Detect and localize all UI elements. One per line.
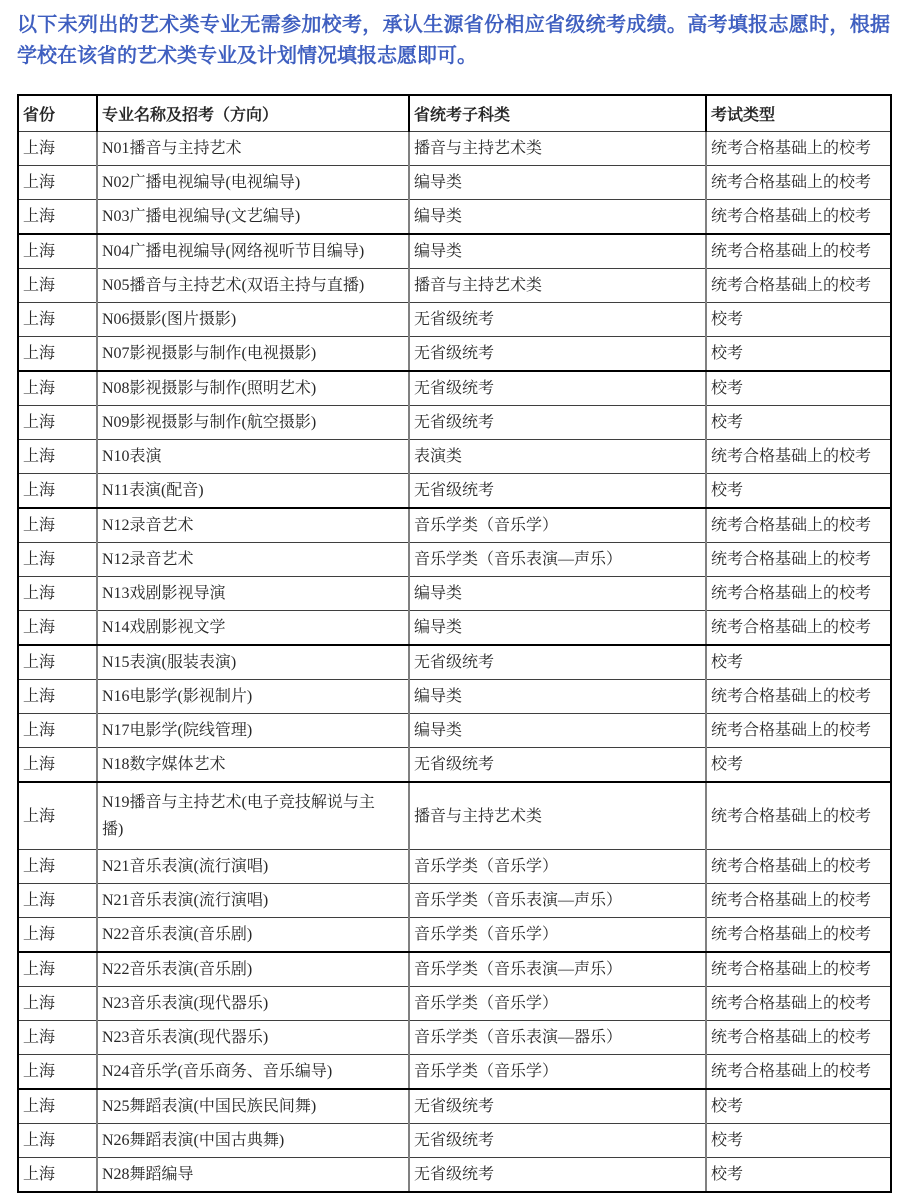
cell-major: N07影视摄影与制作(电视摄影)	[97, 337, 409, 372]
table-row	[18, 440, 891, 474]
table-row	[18, 645, 891, 680]
cell-exam-type: 校考	[706, 748, 891, 783]
table-row	[18, 1158, 891, 1193]
table-row	[18, 132, 891, 166]
cell-subcategory: 音乐学类（音乐学）	[409, 987, 706, 1021]
table-row	[18, 200, 891, 235]
table-row	[18, 406, 891, 440]
cell-exam-type: 校考	[706, 303, 891, 337]
cell-exam-type: 统考合格基础上的校考	[706, 1055, 891, 1090]
cell-subcategory: 无省级统考	[409, 1124, 706, 1158]
cell-exam-type: 统考合格基础上的校考	[706, 543, 891, 577]
cell-major: N11表演(配音)	[97, 474, 409, 509]
cell-major: N28舞蹈编导	[97, 1158, 409, 1193]
exam-table	[17, 94, 892, 1193]
cell-province: 上海	[18, 987, 97, 1021]
cell-exam-type: 统考合格基础上的校考	[706, 132, 891, 166]
cell-major: N08影视摄影与制作(照明艺术)	[97, 371, 409, 406]
cell-exam-type: 统考合格基础上的校考	[706, 611, 891, 646]
cell-province: 上海	[18, 200, 97, 235]
cell-exam-type: 校考	[706, 406, 891, 440]
cell-exam-type: 统考合格基础上的校考	[706, 1021, 891, 1055]
table-row	[18, 234, 891, 269]
cell-exam-type: 统考合格基础上的校考	[706, 680, 891, 714]
cell-major: N13戏剧影视导演	[97, 577, 409, 611]
cell-province: 上海	[18, 166, 97, 200]
cell-major: N09影视摄影与制作(航空摄影)	[97, 406, 409, 440]
cell-province: 上海	[18, 884, 97, 918]
table-row	[18, 166, 891, 200]
cell-subcategory: 音乐学类（音乐表演—声乐）	[409, 952, 706, 987]
cell-exam-type: 统考合格基础上的校考	[706, 952, 891, 987]
cell-province: 上海	[18, 234, 97, 269]
cell-province: 上海	[18, 1055, 97, 1090]
cell-subcategory: 编导类	[409, 166, 706, 200]
cell-subcategory: 编导类	[409, 611, 706, 646]
cell-major: N16电影学(影视制片)	[97, 680, 409, 714]
cell-subcategory: 无省级统考	[409, 337, 706, 372]
cell-subcategory: 编导类	[409, 577, 706, 611]
cell-province: 上海	[18, 543, 97, 577]
cell-exam-type: 校考	[706, 645, 891, 680]
cell-subcategory: 音乐学类（音乐表演—器乐）	[409, 1021, 706, 1055]
cell-province: 上海	[18, 406, 97, 440]
table-row	[18, 303, 891, 337]
table-header	[18, 95, 891, 132]
cell-major: N18数字媒体艺术	[97, 748, 409, 783]
cell-major: N26舞蹈表演(中国古典舞)	[97, 1124, 409, 1158]
cell-province: 上海	[18, 680, 97, 714]
cell-province: 上海	[18, 611, 97, 646]
cell-major: N24音乐学(音乐商务、音乐编导)	[97, 1055, 409, 1090]
cell-province: 上海	[18, 1158, 97, 1193]
cell-major: N02广播电视编导(电视编导)	[97, 166, 409, 200]
cell-subcategory: 音乐学类（音乐学）	[409, 508, 706, 543]
cell-subcategory: 播音与主持艺术类	[409, 269, 706, 303]
table-row	[18, 952, 891, 987]
cell-province: 上海	[18, 474, 97, 509]
cell-subcategory: 音乐学类（音乐学）	[409, 1055, 706, 1090]
table-row	[18, 577, 891, 611]
table-row	[18, 269, 891, 303]
table-row	[18, 508, 891, 543]
table-row	[18, 1124, 891, 1158]
cell-exam-type: 统考合格基础上的校考	[706, 850, 891, 884]
cell-province: 上海	[18, 577, 97, 611]
column-header-major: 专业名称及招考（方向）	[97, 95, 409, 132]
table-row	[18, 748, 891, 783]
cell-major: N17电影学(院线管理)	[97, 714, 409, 748]
cell-major: N25舞蹈表演(中国民族民间舞)	[97, 1089, 409, 1124]
cell-subcategory: 表演类	[409, 440, 706, 474]
cell-exam-type: 校考	[706, 1089, 891, 1124]
cell-subcategory: 音乐学类（音乐学）	[409, 850, 706, 884]
cell-province: 上海	[18, 714, 97, 748]
cell-subcategory: 无省级统考	[409, 303, 706, 337]
cell-exam-type: 校考	[706, 371, 891, 406]
cell-province: 上海	[18, 918, 97, 953]
cell-subcategory: 音乐学类（音乐表演—声乐）	[409, 543, 706, 577]
cell-major: N05播音与主持艺术(双语主持与直播)	[97, 269, 409, 303]
cell-province: 上海	[18, 269, 97, 303]
cell-province: 上海	[18, 1124, 97, 1158]
cell-exam-type: 校考	[706, 474, 891, 509]
cell-province: 上海	[18, 132, 97, 166]
cell-exam-type: 统考合格基础上的校考	[706, 987, 891, 1021]
cell-province: 上海	[18, 1089, 97, 1124]
cell-major: N23音乐表演(现代器乐)	[97, 987, 409, 1021]
table-row	[18, 611, 891, 646]
cell-exam-type: 统考合格基础上的校考	[706, 234, 891, 269]
cell-exam-type: 统考合格基础上的校考	[706, 200, 891, 235]
cell-subcategory: 编导类	[409, 200, 706, 235]
cell-subcategory: 播音与主持艺术类	[409, 782, 706, 850]
cell-province: 上海	[18, 371, 97, 406]
table-row	[18, 474, 891, 509]
cell-major: N12录音艺术	[97, 543, 409, 577]
table-row	[18, 782, 891, 850]
cell-major: N21音乐表演(流行演唱)	[97, 850, 409, 884]
cell-province: 上海	[18, 303, 97, 337]
cell-province: 上海	[18, 645, 97, 680]
cell-exam-type: 校考	[706, 337, 891, 372]
cell-major: N14戏剧影视文学	[97, 611, 409, 646]
cell-subcategory: 无省级统考	[409, 1089, 706, 1124]
cell-subcategory: 无省级统考	[409, 748, 706, 783]
cell-subcategory: 无省级统考	[409, 1158, 706, 1193]
cell-major: N06摄影(图片摄影)	[97, 303, 409, 337]
cell-province: 上海	[18, 440, 97, 474]
cell-exam-type: 统考合格基础上的校考	[706, 918, 891, 953]
cell-province: 上海	[18, 1021, 97, 1055]
table-row	[18, 850, 891, 884]
cell-subcategory: 播音与主持艺术类	[409, 132, 706, 166]
cell-major: N23音乐表演(现代器乐)	[97, 1021, 409, 1055]
header-row	[18, 95, 891, 132]
cell-exam-type: 校考	[706, 1124, 891, 1158]
table-row	[18, 918, 891, 953]
cell-major: N19播音与主持艺术(电子竞技解说与主播)	[97, 782, 409, 850]
cell-exam-type: 统考合格基础上的校考	[706, 782, 891, 850]
cell-province: 上海	[18, 850, 97, 884]
table-body	[18, 132, 891, 1193]
cell-major: N12录音艺术	[97, 508, 409, 543]
table-row	[18, 987, 891, 1021]
table-row	[18, 337, 891, 372]
intro-text: 以下未列出的艺术类专业无需参加校考，承认生源省份相应省级统考成绩。高考填报志愿时，根据学校在该省的艺术类专业及计划情况填报志愿即可。	[17, 14, 890, 67]
cell-exam-type: 统考合格基础上的校考	[706, 440, 891, 474]
cell-exam-type: 统考合格基础上的校考	[706, 269, 891, 303]
column-header-province: 省份	[18, 95, 97, 132]
cell-subcategory: 音乐学类（音乐表演—声乐）	[409, 884, 706, 918]
table-row	[18, 714, 891, 748]
cell-province: 上海	[18, 748, 97, 783]
table-row	[18, 884, 891, 918]
cell-exam-type: 统考合格基础上的校考	[706, 577, 891, 611]
column-header-exam-type: 考试类型	[706, 95, 891, 132]
cell-major: N22音乐表演(音乐剧)	[97, 918, 409, 953]
cell-province: 上海	[18, 508, 97, 543]
cell-exam-type: 统考合格基础上的校考	[706, 884, 891, 918]
table-row	[18, 543, 891, 577]
cell-exam-type: 统考合格基础上的校考	[706, 166, 891, 200]
cell-subcategory: 编导类	[409, 680, 706, 714]
cell-province: 上海	[18, 337, 97, 372]
cell-subcategory: 音乐学类（音乐学）	[409, 918, 706, 953]
cell-major: N10表演	[97, 440, 409, 474]
cell-subcategory: 编导类	[409, 234, 706, 269]
cell-province: 上海	[18, 952, 97, 987]
cell-subcategory: 编导类	[409, 714, 706, 748]
cell-major: N22音乐表演(音乐剧)	[97, 952, 409, 987]
cell-major: N03广播电视编导(文艺编导)	[97, 200, 409, 235]
table-row	[18, 680, 891, 714]
cell-exam-type: 统考合格基础上的校考	[706, 508, 891, 543]
cell-major: N01播音与主持艺术	[97, 132, 409, 166]
cell-subcategory: 无省级统考	[409, 474, 706, 509]
table-row	[18, 371, 891, 406]
cell-subcategory: 无省级统考	[409, 406, 706, 440]
cell-major: N04广播电视编导(网络视听节目编导)	[97, 234, 409, 269]
table-row	[18, 1021, 891, 1055]
cell-province: 上海	[18, 782, 97, 850]
cell-subcategory: 无省级统考	[409, 371, 706, 406]
column-header-subcategory: 省统考子科类	[409, 95, 706, 132]
cell-exam-type: 统考合格基础上的校考	[706, 714, 891, 748]
cell-major: N21音乐表演(流行演唱)	[97, 884, 409, 918]
cell-major: N15表演(服装表演)	[97, 645, 409, 680]
table-row	[18, 1089, 891, 1124]
cell-subcategory: 无省级统考	[409, 645, 706, 680]
cell-exam-type: 校考	[706, 1158, 891, 1193]
table-row	[18, 1055, 891, 1090]
